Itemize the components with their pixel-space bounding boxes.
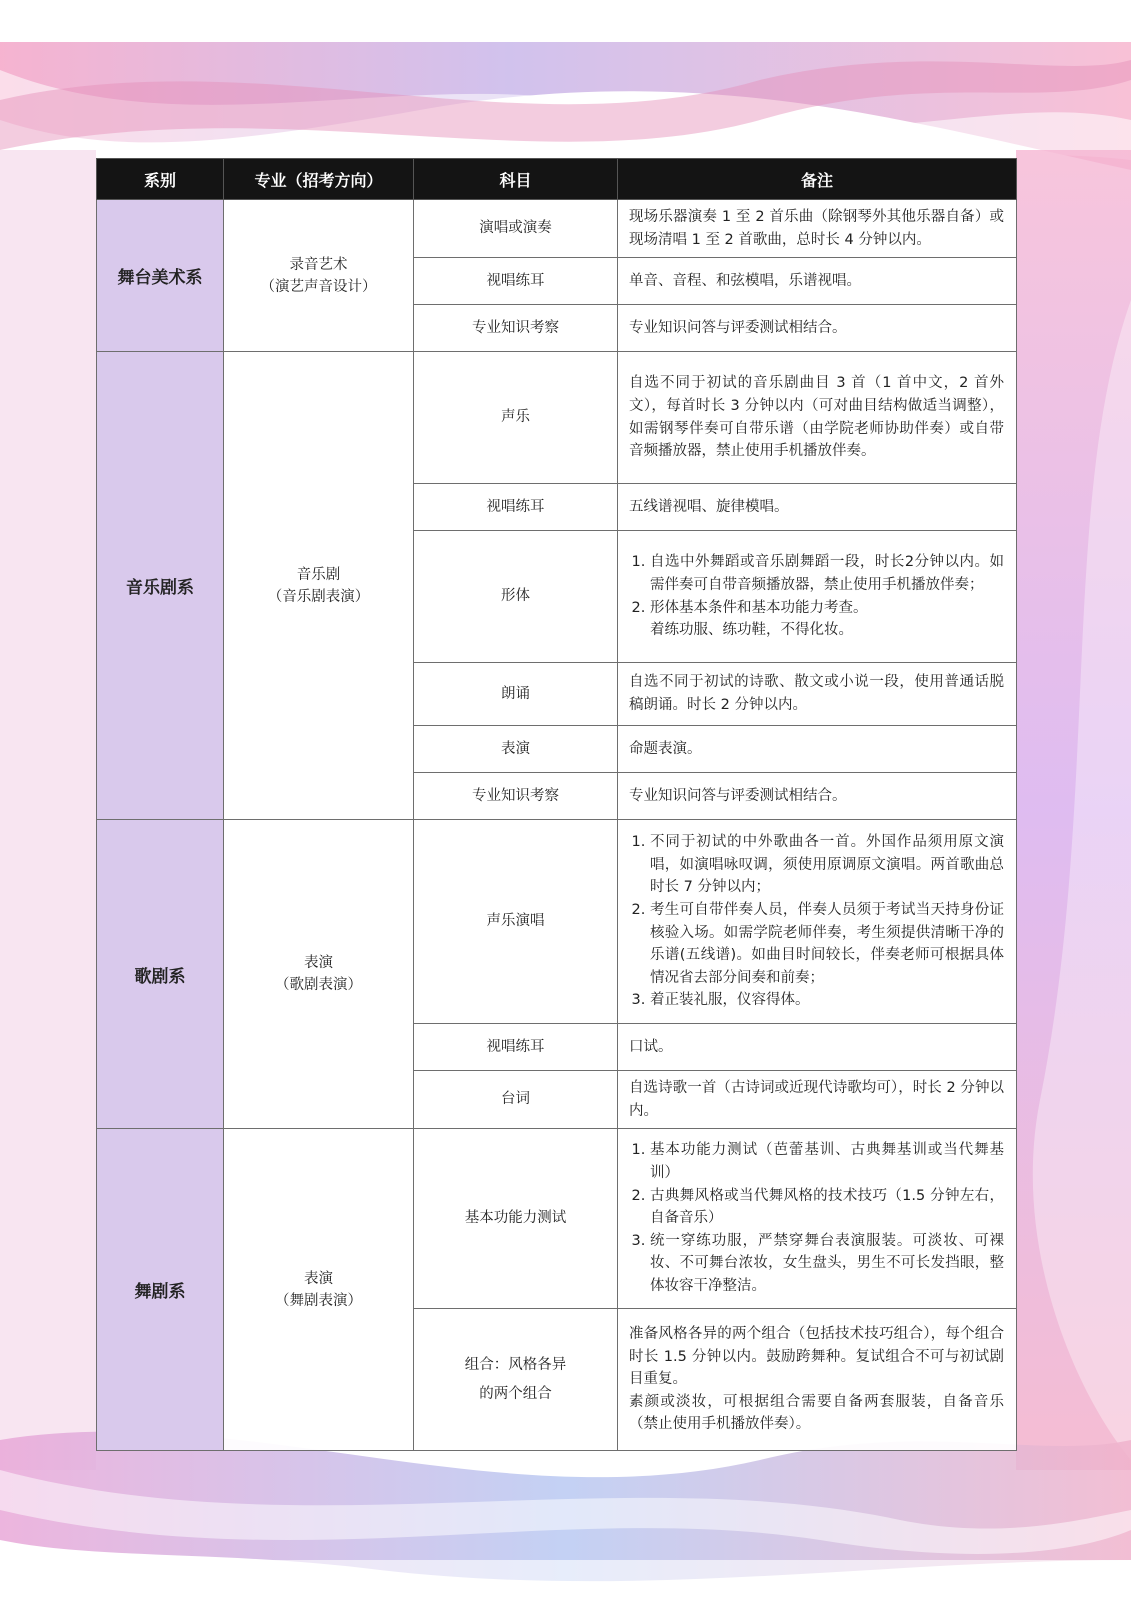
header-department: 系别 (97, 159, 224, 200)
note-list (629, 1139, 1004, 1297)
major-direction: （歌剧表演） (275, 977, 362, 993)
subject-cell: 专业知识考察 (414, 305, 618, 352)
major-direction: （舞剧表演） (275, 1292, 362, 1309)
header-major: 专业（招考方向） (224, 159, 414, 200)
department-cell: 舞台美术系 (97, 200, 224, 352)
note-cell: 专业知识问答与评委测试相结合。 (618, 305, 1017, 352)
note-list (629, 831, 1004, 1012)
table-header-row (97, 159, 1017, 200)
table-row (97, 820, 1017, 1024)
note-list-item: 2. 形体基本条件和基本功能力考查。 (650, 597, 1004, 620)
note-cell: 专业知识问答与评委测试相结合。 (618, 773, 1017, 820)
note-list-item: 1. 基本功能力测试（芭蕾基训、古典舞基训或当代舞基训） (650, 1139, 1004, 1184)
major-direction: （演艺声音设计） (260, 278, 377, 295)
note-list-item: 3. 着正装礼服，仪容得体。 (650, 989, 1004, 1012)
exam-requirements-sheet (96, 158, 1016, 1451)
table-row (97, 200, 1017, 258)
subject-cell: 演唱或演奏 (414, 200, 618, 258)
note-list-item: 3. 统一穿练功服，严禁穿舞台表演服装。可淡妆、可裸妆、不可舞台浓妆，女生盘头，男生不可长发挡眼，整体妆容干净整洁。 (650, 1230, 1004, 1298)
subject-cell: 朗诵 (414, 663, 618, 726)
department-cell: 音乐剧系 (97, 352, 224, 820)
subject-cell: 声乐演唱 (414, 820, 618, 1024)
note-list-item: 2. 考生可自带伴奏人员，伴奏人员须于考试当天持身份证核验入场。如需学院老师伴奏，考生须提供清晰干净的乐谱(五线谱)。如曲目时间较长，伴奏老师可根据具体情况省去部分间奏和前奏； (650, 899, 1004, 989)
note-list-item: 2. 古典舞风格或当代舞风格的技术技巧（1.5 分钟左右，自备音乐） (650, 1185, 1004, 1230)
major-name: 录音艺术 (289, 256, 348, 273)
note-cell: 自选诗歌一首（古诗词或近现代诗歌均可），时长 2 分钟以内。 (618, 1071, 1017, 1129)
note-paragraph: 准备风格各异的两个组合（包括技术技巧组合），每个组合时长 1.5 分钟以内。鼓励跨舞种。复试组合不可与初试剧目重复。 (629, 1326, 1004, 1388)
note-list-item: 1. 不同于初试的中外歌曲各一首。外国作品须用原文演唱，如演唱咏叹调，须使用原调原文演唱。两首歌曲总时长 7 分钟以内； (650, 831, 1004, 899)
subject-line: 组合：风格各异 (464, 1356, 567, 1373)
note-cell: 自选不同于初试的诗歌、散文或小说一段，使用普通话脱稿朗诵。时长 2 分钟以内。 (618, 663, 1017, 726)
header-note: 备注 (618, 159, 1017, 200)
major-cell (224, 200, 414, 352)
major-cell (224, 352, 414, 820)
department-cell: 歌剧系 (97, 820, 224, 1129)
note-cell: 现场乐器演奏 1 至 2 首乐曲（除钢琴外其他乐器自备）或现场清唱 1 至 2 首歌曲，总时长 4 分钟以内。 (618, 200, 1017, 258)
note-cell (618, 1129, 1017, 1309)
subject-cell: 专业知识考察 (414, 773, 618, 820)
major-name: 音乐剧 (296, 566, 341, 583)
note-cell: 口试。 (618, 1024, 1017, 1071)
exam-requirements-table (96, 158, 1017, 1451)
subject-cell: 视唱练耳 (414, 258, 618, 305)
subject-cell: 表演 (414, 726, 618, 773)
major-direction: （音乐剧表演） (267, 588, 370, 605)
table-row (97, 352, 1017, 484)
note-list-item: 1. 自选中外舞蹈或音乐剧舞蹈一段，时长2分钟以内。如需伴奏可自带音频播放器，禁止使用手机播放伴奏； (650, 551, 1004, 596)
note-cell: 命题表演。 (618, 726, 1017, 773)
subject-line: 的两个组合 (479, 1385, 552, 1402)
note-cell (618, 820, 1017, 1024)
note-cell: 单音、音程、和弦模唱，乐谱视唱。 (618, 258, 1017, 305)
subject-cell: 基本功能力测试 (414, 1129, 618, 1309)
note-tail: 着练功服、练功鞋，不得化妆。 (650, 622, 853, 639)
subject-cell: 视唱练耳 (414, 1024, 618, 1071)
major-name: 表演 (304, 1270, 333, 1287)
table-row (97, 1129, 1017, 1309)
subject-cell: 视唱练耳 (414, 484, 618, 531)
subject-cell: 声乐 (414, 352, 618, 484)
note-cell (618, 1309, 1017, 1451)
major-name: 表演 (304, 955, 333, 971)
department-cell: 舞剧系 (97, 1129, 224, 1451)
major-cell (224, 820, 414, 1129)
subject-cell: 台词 (414, 1071, 618, 1129)
note-cell: 自选不同于初试的音乐剧曲目 3 首（1 首中文，2 首外文），每首时长 3 分钟以内（可对曲目结构做适当调整），如需钢琴伴奏可自带乐谱（由学院老师协助伴奏）或自带音频播放器，禁止使用手机播放伴奏。 (618, 352, 1017, 484)
subject-cell: 形体 (414, 531, 618, 663)
note-cell: 五线谱视唱、旋律模唱。 (618, 484, 1017, 531)
major-cell (224, 1129, 414, 1451)
note-list (629, 551, 1004, 619)
subject-cell (414, 1309, 618, 1451)
header-subject: 科目 (414, 159, 618, 200)
note-cell (618, 531, 1017, 663)
note-paragraph: 素颜或淡妆，可根据组合需要自备两套服装，自备音乐（禁止使用手机播放伴奏）。 (629, 1393, 1004, 1433)
